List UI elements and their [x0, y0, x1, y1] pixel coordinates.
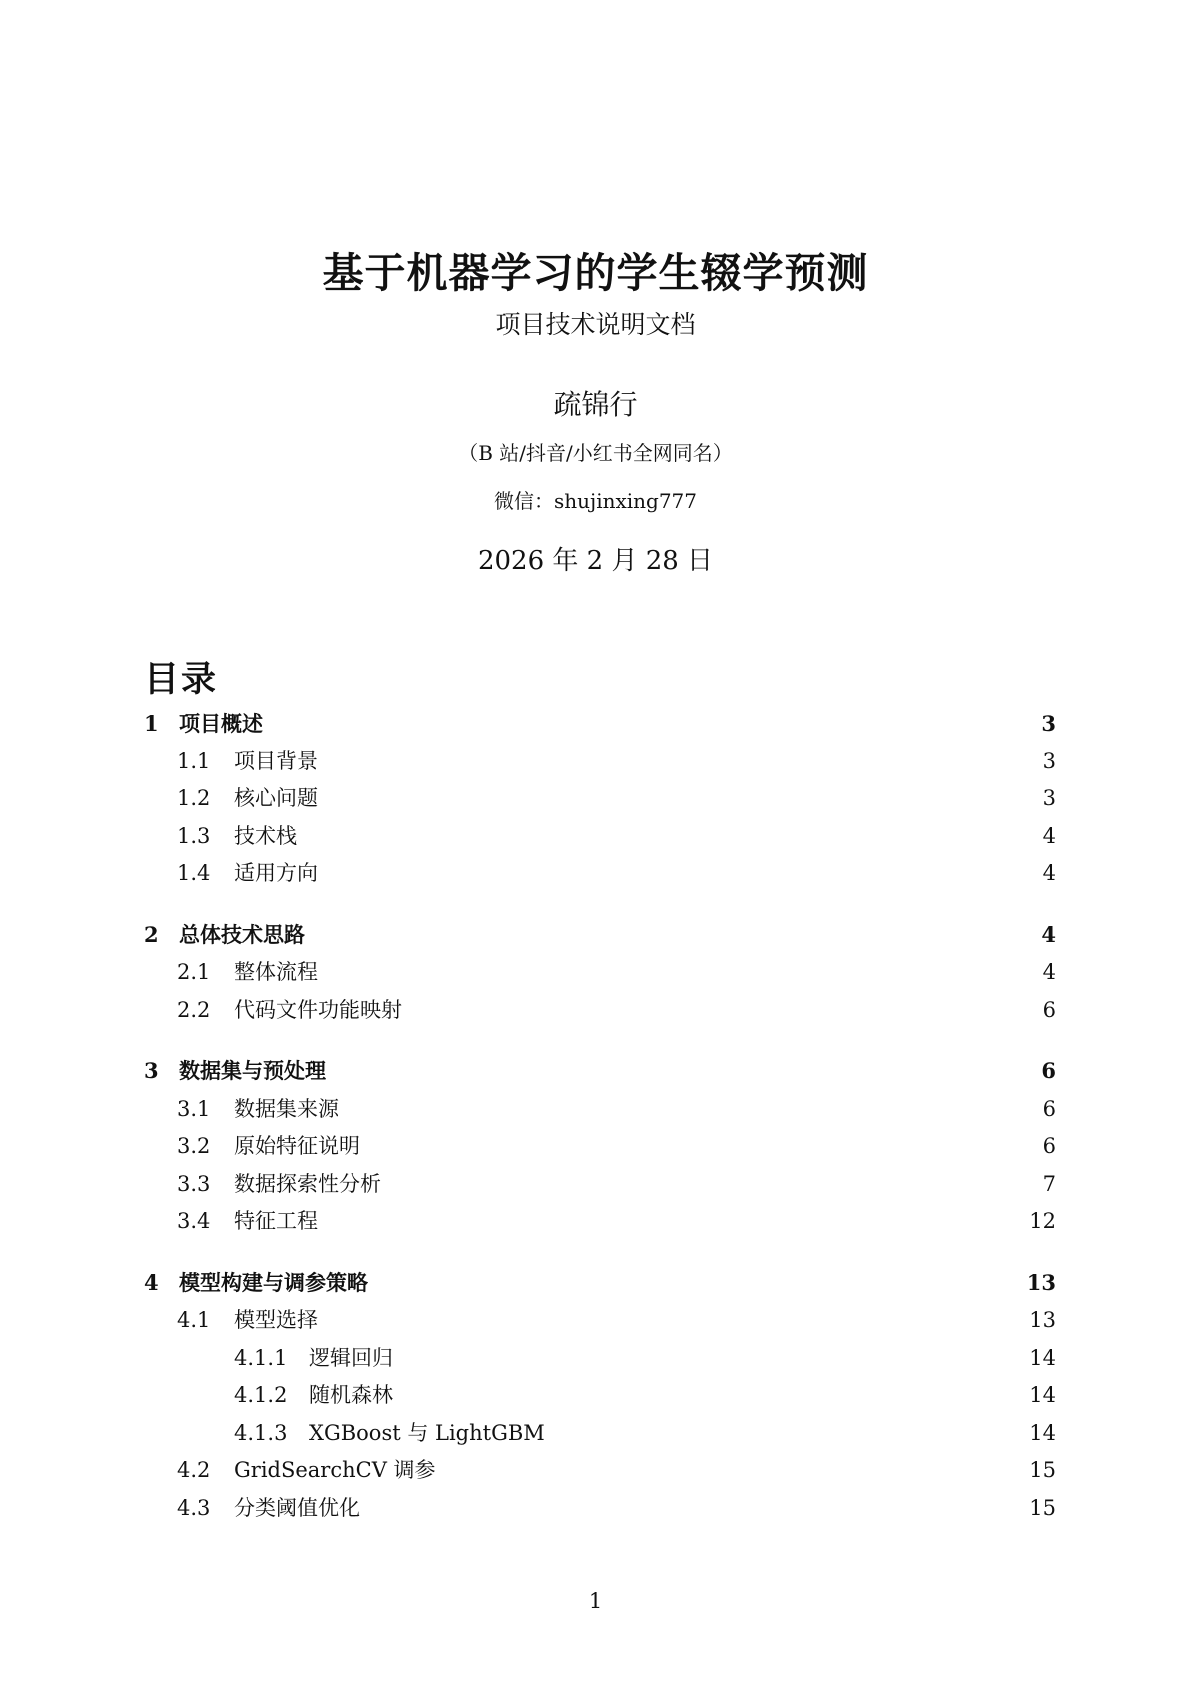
toc-entry-page: 4 — [1037, 957, 1056, 987]
toc-entry[interactable] — [0, 821, 1191, 851]
toc-entry[interactable] — [0, 1418, 1191, 1448]
toc-entry-page: 3 — [1041, 711, 1056, 736]
toc-entry-number: 3.2 — [177, 1134, 211, 1158]
toc-entry[interactable] — [0, 995, 1191, 1025]
toc-entry-number: 3.3 — [177, 1172, 211, 1196]
document-title: 基于机器学习的学生辍学预测 — [322, 249, 869, 297]
toc-entry[interactable] — [0, 1268, 1191, 1298]
toc-entry-label: 项目背景 — [234, 746, 324, 776]
toc-entry-label: 数据集与预处理 — [179, 1058, 326, 1083]
author-wechat: 微信：shujinxing777 — [493, 489, 698, 513]
author-name: 疏锦行 — [553, 388, 638, 421]
toc-entry-label: 代码文件功能映射 — [234, 995, 408, 1025]
toc-entry[interactable] — [0, 1056, 1191, 1086]
toc-entry-page: 6 — [1037, 995, 1056, 1025]
toc-entry-label: 总体技术思路 — [179, 922, 305, 947]
toc-entry-number: 1 — [144, 711, 159, 736]
toc-entry-label: 数据探索性分析 — [234, 1169, 387, 1199]
toc-entry-number: 4.1.3 — [234, 1421, 288, 1445]
toc-entry-page: 7 — [1037, 1169, 1056, 1199]
author-aliases: （B 站/抖音/小红书全网同名） — [458, 441, 733, 465]
toc-entry-label: 整体流程 — [234, 957, 324, 987]
document-date: 2026 年 2 月 28 日 — [477, 546, 714, 576]
toc-entry-page: 3 — [1037, 783, 1056, 813]
toc-entry-number: 1.2 — [177, 786, 211, 810]
toc-entry-page: 6 — [1041, 1058, 1056, 1083]
toc-entry-label: 模型选择 — [234, 1305, 324, 1335]
toc-entry-page: 6 — [1037, 1131, 1056, 1161]
toc-entry[interactable] — [0, 1455, 1191, 1485]
toc-entry-page: 4 — [1037, 858, 1056, 888]
toc-entry-page: 14 — [1023, 1343, 1056, 1373]
toc-entry-number: 2 — [144, 922, 159, 947]
toc-entry-page: 14 — [1023, 1380, 1056, 1410]
toc-heading: 目录 — [144, 659, 219, 700]
toc-entry-number: 4.1.2 — [234, 1383, 288, 1407]
toc-entry-label: 模型构建与调参策略 — [179, 1270, 368, 1295]
toc-entry[interactable] — [0, 1131, 1191, 1161]
toc-entry[interactable] — [0, 1094, 1191, 1124]
toc-entry[interactable] — [0, 1343, 1191, 1373]
toc-entry-page: 15 — [1023, 1455, 1056, 1485]
toc-entry[interactable] — [0, 920, 1191, 950]
toc-entry[interactable] — [0, 858, 1191, 888]
toc-entry-number: 4 — [144, 1270, 159, 1295]
toc-entry[interactable] — [0, 1380, 1191, 1410]
toc-entry[interactable] — [0, 957, 1191, 987]
toc-entry[interactable] — [0, 709, 1191, 739]
toc-entry-page: 12 — [1023, 1206, 1056, 1236]
toc-entry-number: 3 — [144, 1058, 159, 1083]
toc-entry-number: 3.4 — [177, 1209, 211, 1233]
page-number: 1 — [588, 1589, 603, 1613]
toc-entry-number: 4.2 — [177, 1458, 211, 1482]
toc-entry-number: 2.2 — [177, 998, 211, 1022]
toc-entry[interactable] — [0, 1305, 1191, 1335]
toc-entry-label: GridSearchCV 调参 — [234, 1455, 442, 1485]
toc-entry-number: 1.4 — [177, 861, 211, 885]
toc-entry-page: 3 — [1037, 746, 1056, 776]
toc-entry[interactable] — [0, 746, 1191, 776]
toc-entry-number: 4.1.1 — [234, 1346, 288, 1370]
toc-entry-number: 3.1 — [177, 1097, 211, 1121]
toc-entry-page: 6 — [1037, 1094, 1056, 1124]
toc-entry-number: 4.3 — [177, 1496, 211, 1520]
toc-entry[interactable] — [0, 1169, 1191, 1199]
toc-entry-label: 随机森林 — [309, 1380, 399, 1410]
toc-entry-page: 13 — [1026, 1270, 1056, 1295]
toc-entry-label: 分类阈值优化 — [234, 1493, 366, 1523]
document-subtitle: 项目技术说明文档 — [495, 310, 696, 339]
toc-entry-number: 2.1 — [177, 960, 211, 984]
toc-entry-page: 14 — [1023, 1418, 1056, 1448]
toc-entry[interactable] — [0, 783, 1191, 813]
toc-entry-page: 15 — [1023, 1493, 1056, 1523]
toc-entry-label: 数据集来源 — [234, 1094, 345, 1124]
toc-entry-label: 项目概述 — [179, 711, 263, 736]
toc-entry-label: 原始特征说明 — [234, 1131, 366, 1161]
toc-entry-label: 技术栈 — [234, 821, 303, 851]
toc-entry-label: 逻辑回归 — [309, 1343, 399, 1373]
toc-entry-label: 特征工程 — [234, 1206, 324, 1236]
toc-entry-page: 4 — [1041, 922, 1056, 947]
toc-entry-number: 1.3 — [177, 824, 211, 848]
toc-entry-label: XGBoost 与 LightGBM — [309, 1418, 551, 1448]
toc-entry-page: 13 — [1023, 1305, 1056, 1335]
toc-entry-label: 核心问题 — [234, 783, 324, 813]
toc-entry[interactable] — [0, 1493, 1191, 1523]
toc-entry[interactable] — [0, 1206, 1191, 1236]
toc-entry-page: 4 — [1037, 821, 1056, 851]
toc-entry-number: 4.1 — [177, 1308, 211, 1332]
toc-entry-number: 1.1 — [177, 749, 211, 773]
toc-entry-label: 适用方向 — [234, 858, 324, 888]
